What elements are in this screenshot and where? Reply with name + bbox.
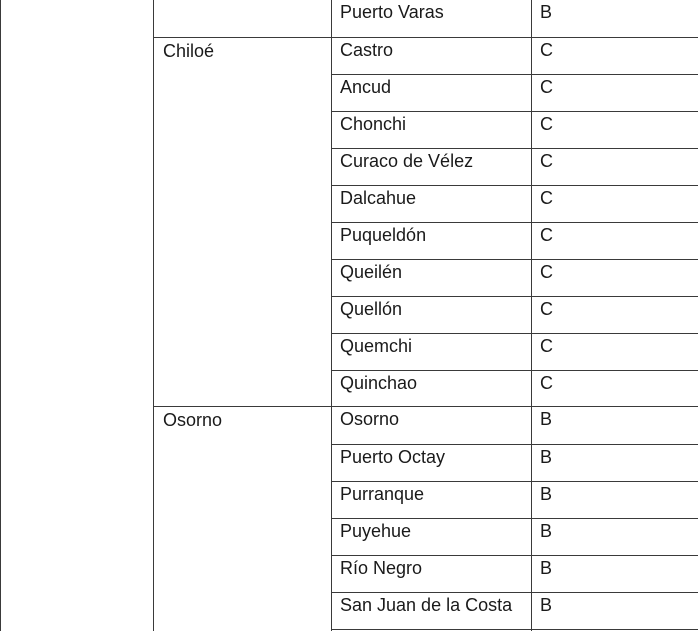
table-row [331,296,698,333]
zone-value: C [540,336,553,356]
zone-value: C [540,188,553,208]
commune-name: Curaco de Vélez [340,151,474,171]
table-row [331,259,698,296]
commune-name: Quemchi [340,336,413,356]
zone-value: B [540,2,553,22]
zone-value: B [540,558,553,578]
table-row [331,592,698,629]
table-row [331,518,698,555]
zone-value: C [540,77,553,97]
province-name: Chiloé [163,41,215,61]
zone-value: C [540,373,553,393]
zone-value: C [540,299,553,319]
table-row [331,555,698,592]
table-row [331,444,698,481]
commune-name: Purranque [340,484,425,504]
commune-name: Chonchi [340,114,407,134]
zone-value: B [540,521,553,541]
commune-name: San Juan de la Costa [340,595,513,615]
zone-value: C [540,262,553,282]
table-row [331,407,698,444]
table-row [331,74,698,111]
zone-value: B [540,595,553,615]
commune-name: Dalcahue [340,188,417,208]
commune-name: Puyehue [340,521,412,541]
zone-value: B [540,484,553,504]
table-left-border [0,0,1,631]
table-row [331,185,698,222]
table-row [331,148,698,185]
province-group [153,406,698,631]
table-row [331,0,698,37]
table-row [331,481,698,518]
zone-value: B [540,447,553,467]
zone-value: C [540,151,553,171]
commune-name: Ancud [340,77,392,97]
commune-name: Osorno [340,409,400,429]
commune-name: Puerto Octay [340,447,446,467]
zone-value: C [540,114,553,134]
commune-name: Río Negro [340,558,423,578]
zone-value: B [540,409,553,429]
commune-name: Quinchao [340,373,418,393]
zone-value: C [540,40,553,60]
province-name: Osorno [163,410,223,430]
zone-value: C [540,225,553,245]
province-group [153,0,698,37]
commune-name: Castro [340,40,394,60]
table-row [331,111,698,148]
commune-name: Puerto Varas [340,2,444,22]
table-row [331,370,698,407]
province-group [153,37,698,407]
commune-name: Puqueldón [340,225,427,245]
commune-name: Quellón [340,299,403,319]
table-row [331,333,698,370]
table-row [331,222,698,259]
commune-name: Queilén [340,262,403,282]
table-row [331,38,698,75]
